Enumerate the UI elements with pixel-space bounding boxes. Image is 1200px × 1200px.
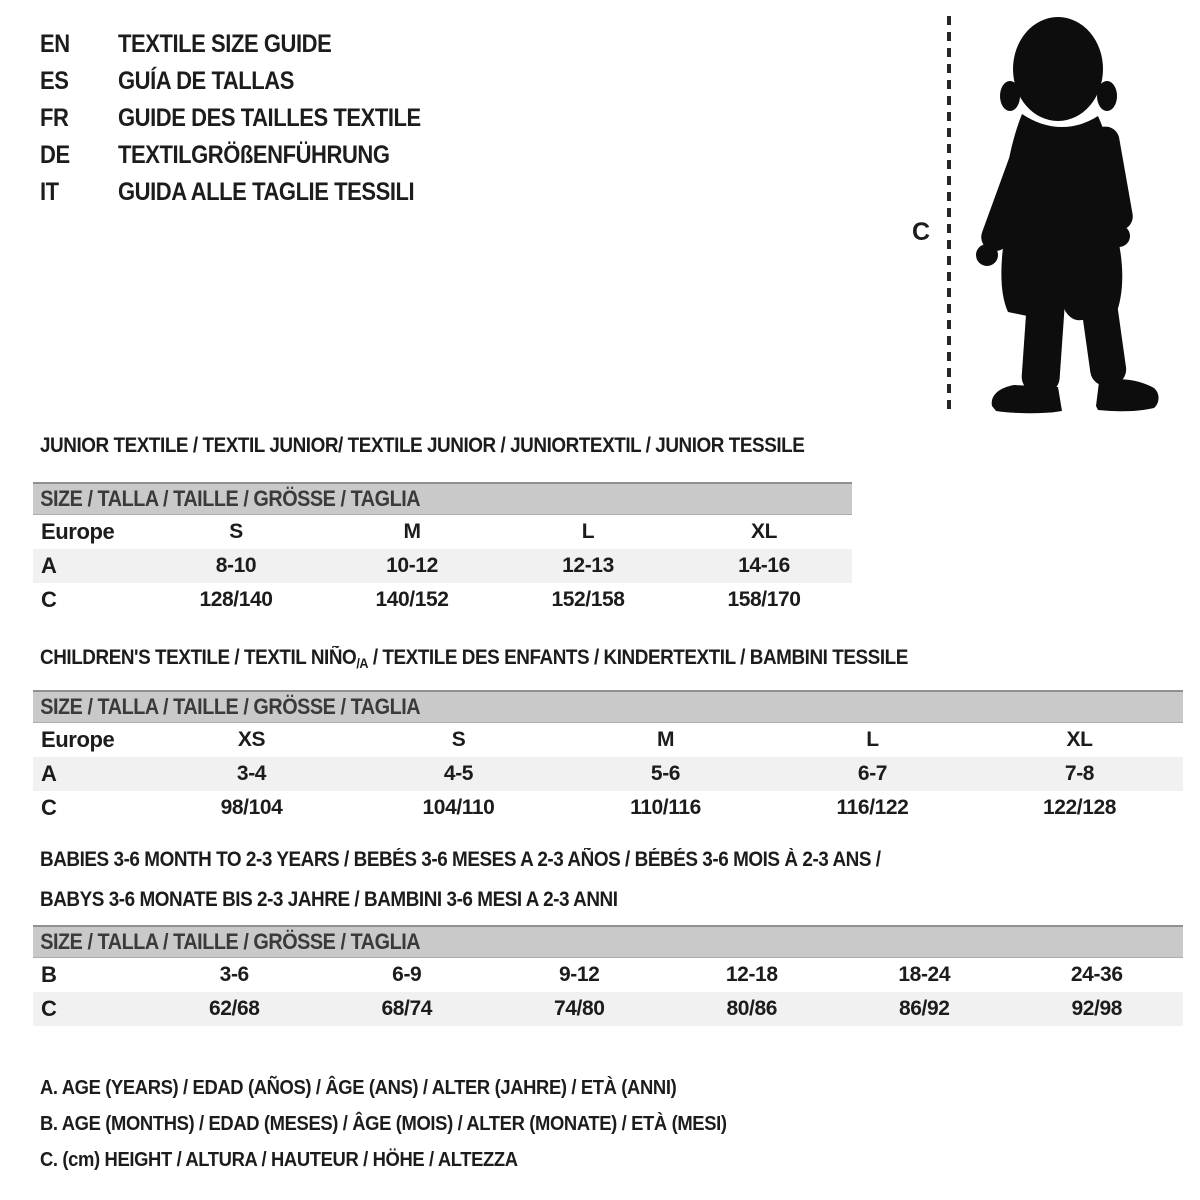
row-label: C xyxy=(41,587,57,612)
age-cell: 12-13 xyxy=(562,554,614,577)
junior-section-title: JUNIOR TEXTILE / TEXTIL JUNIOR/ TEXTILE JUNIOR / JUNIORTEXTIL / JUNIOR TESSILE xyxy=(40,434,805,457)
size-cell: XL xyxy=(750,520,778,543)
height-cell: 116/122 xyxy=(836,796,909,819)
size-header-text: SIZE / TALLA / TAILLE / GRÖSSE / TAGLIA xyxy=(40,486,421,511)
height-cell: 80/86 xyxy=(726,997,778,1020)
babies-section-title-line1: BABIES 3-6 MONTH TO 2-3 YEARS / BEBÉS 3-6 MESES A 2-3 AÑOS / BÉBÉS 3-6 MOIS À 2-3 ANS / xyxy=(40,848,881,871)
height-cell: 86/92 xyxy=(898,997,950,1020)
height-cell: 98/104 xyxy=(220,796,283,819)
age-cell: 6-9 xyxy=(392,963,422,986)
age-cell: 10-12 xyxy=(386,554,438,577)
age-cell: 12-18 xyxy=(725,963,778,986)
children-size-header-bar xyxy=(33,690,1183,723)
row-label: A xyxy=(41,553,57,578)
height-cell: 140/152 xyxy=(375,588,449,611)
children-title-sub: /A xyxy=(356,655,369,671)
babies-size-header-bar xyxy=(33,925,1183,958)
size-cell: M xyxy=(656,728,675,751)
table-row-age-months xyxy=(33,958,1183,992)
row-label: Europe xyxy=(41,727,115,752)
table-row-europe xyxy=(33,723,1183,757)
size-cell: S xyxy=(451,728,466,751)
age-cell: 3-6 xyxy=(219,963,249,986)
size-cell: M xyxy=(403,520,421,543)
size-cell: S xyxy=(229,520,243,543)
row-label: Europe xyxy=(41,519,115,544)
language-title: TEXTILGRÖßENFÜHRUNG xyxy=(118,141,390,169)
height-measure-label: C xyxy=(912,218,931,246)
language-code: DE xyxy=(40,141,70,169)
children-title-part2: / TEXTILE DES ENFANTS / KINDERTEXTIL / BAMBINI TESSILE xyxy=(368,646,908,669)
age-cell: 5-6 xyxy=(650,762,681,785)
babies-section-title-line2: BABYS 3-6 MONATE BIS 2-3 JAHRE / BAMBINI 3-6 MESI A 2-3 ANNI xyxy=(40,888,618,911)
height-cell: 74/80 xyxy=(553,997,605,1020)
size-cell: L xyxy=(581,520,595,543)
language-title: GUÍA DE TALLAS xyxy=(118,67,294,95)
row-label: C xyxy=(41,795,57,820)
height-cell: 62/68 xyxy=(208,997,260,1020)
height-dashed-line xyxy=(947,16,951,414)
table-row-height xyxy=(33,583,852,617)
height-cell: 104/110 xyxy=(422,796,495,819)
language-code: EN xyxy=(40,30,70,58)
language-title-block xyxy=(40,26,462,211)
children-title-part1: CHILDREN'S TEXTILE / TEXTIL NIÑO xyxy=(40,646,357,669)
language-row-es xyxy=(40,63,462,100)
size-cell: XL xyxy=(1066,728,1093,751)
row-label: B xyxy=(41,962,57,987)
language-row-it xyxy=(40,174,462,211)
language-row-fr xyxy=(40,100,462,137)
language-code: IT xyxy=(40,178,59,206)
babies-size-table xyxy=(33,925,1183,1026)
legend-line-b: B. AGE (MONTHS) / EDAD (MESES) / ÂGE (MOIS) / ALTER (MONATE) / ETÀ (MESI) xyxy=(40,1113,727,1135)
age-cell: 6-7 xyxy=(857,762,888,785)
age-cell: 4-5 xyxy=(443,762,474,785)
children-size-table xyxy=(33,690,1183,825)
age-cell: 3-4 xyxy=(236,762,267,785)
legend-line-c: C. (cm) HEIGHT / ALTURA / HAUTEUR / HÖHE / ALTEZZA xyxy=(40,1149,518,1171)
age-cell: 24-36 xyxy=(1070,963,1123,986)
height-cell: 92/98 xyxy=(1071,997,1123,1020)
age-cell: 18-24 xyxy=(898,963,951,986)
size-header-text: SIZE / TALLA / TAILLE / GRÖSSE / TAGLIA xyxy=(40,929,421,954)
size-cell: XS xyxy=(237,728,266,751)
language-row-de xyxy=(40,137,462,174)
language-code: ES xyxy=(40,67,69,95)
height-cell: 122/128 xyxy=(1042,796,1117,819)
table-row-age xyxy=(33,549,852,583)
height-cell: 152/158 xyxy=(551,588,625,611)
language-title: TEXTILE SIZE GUIDE xyxy=(118,30,332,58)
junior-size-table xyxy=(33,482,852,617)
table-row-height xyxy=(33,992,1183,1026)
age-cell: 14-16 xyxy=(738,554,790,577)
language-code: FR xyxy=(40,104,69,132)
height-cell: 110/116 xyxy=(630,796,701,819)
age-cell: 9-12 xyxy=(559,963,600,986)
table-row-height xyxy=(33,791,1183,825)
language-title: GUIDA ALLE TAGLIE TESSILI xyxy=(118,178,415,206)
children-section-title xyxy=(40,646,908,670)
height-cell: 128/140 xyxy=(199,588,273,611)
language-row-en xyxy=(40,26,462,63)
language-title: GUIDE DES TAILLES TEXTILE xyxy=(118,104,421,132)
size-cell: L xyxy=(866,728,879,751)
legend-block xyxy=(40,1070,786,1178)
toddler-silhouette-icon xyxy=(958,14,1163,414)
height-cell: 68/74 xyxy=(381,997,433,1020)
table-row-europe xyxy=(33,515,852,549)
row-label: A xyxy=(41,761,57,786)
height-cell: 158/170 xyxy=(727,588,801,611)
legend-line-a: A. AGE (YEARS) / EDAD (AÑOS) / ÂGE (ANS) / ALTER (JAHRE) / ETÀ (ANNI) xyxy=(40,1077,677,1099)
age-cell: 7-8 xyxy=(1064,762,1095,785)
age-cell: 8-10 xyxy=(215,554,257,577)
size-header-text: SIZE / TALLA / TAILLE / GRÖSSE / TAGLIA xyxy=(40,694,421,719)
row-label: C xyxy=(41,996,57,1021)
junior-size-header-bar xyxy=(33,482,852,515)
table-row-age xyxy=(33,757,1183,791)
